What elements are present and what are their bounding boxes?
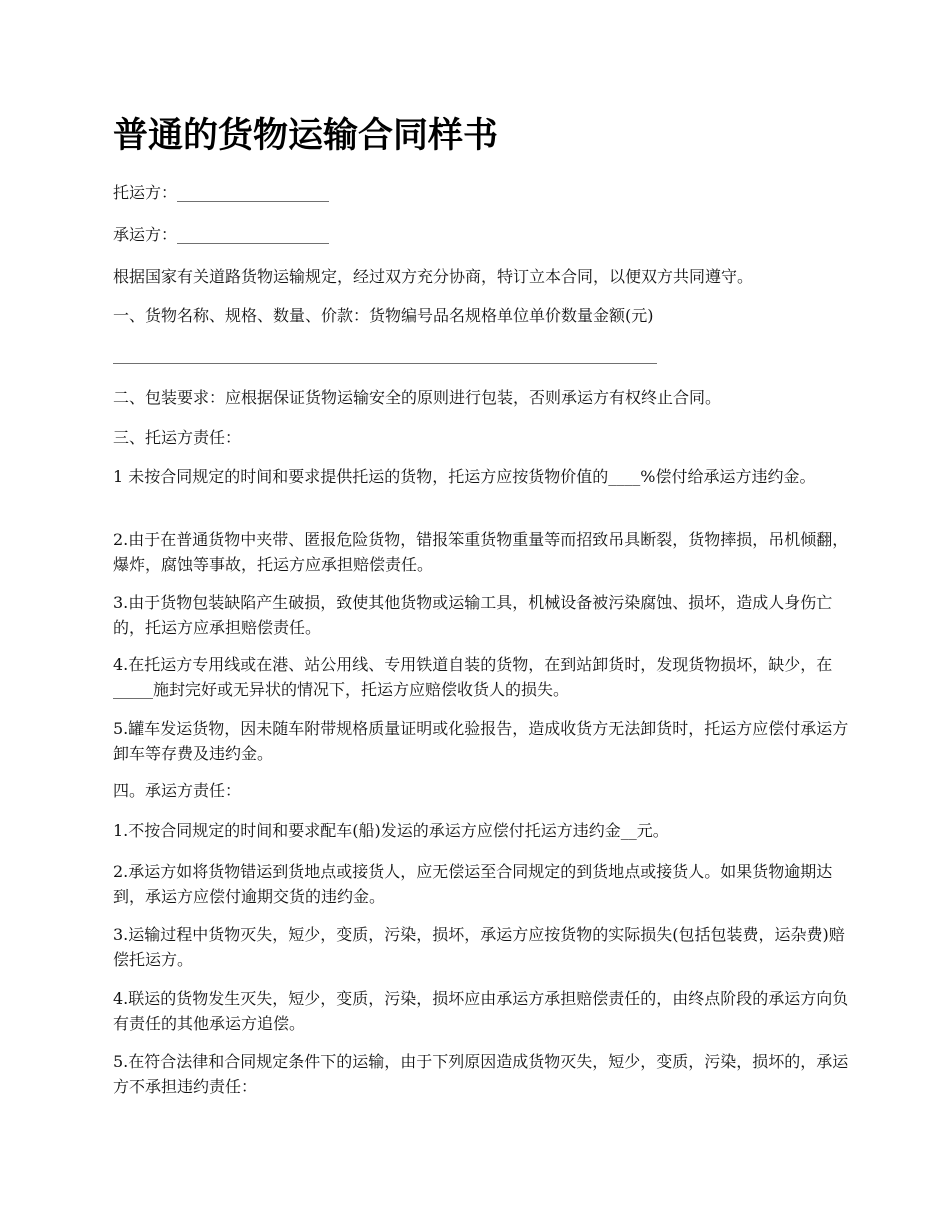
shipper-line: 托运方：___________________: [113, 183, 330, 202]
section-3-heading: 三、托运方责任：: [113, 428, 242, 447]
section-3-item-5: 5.罐车发运货物，因未随车附带规格质量证明或化验报告，造成收货方无法卸货时，托运方应偿付承运方卸车等存费及违约金。: [113, 719, 849, 763]
section-3-item-3: 3.由于货物包装缺陷产生破损，致使其他货物或运输工具，机械设备被污染腐蚀、损坏，造成人身伤亡的，托运方应承担赔偿责任。: [113, 593, 833, 637]
section-4-item-4: 4.联运的货物发生灭失，短少，变质，污染，损坏应由承运方承担赔偿责任的，由终点阶段的承运方向负有责任的其他承运方追偿。: [113, 989, 849, 1033]
section-3-item-1: 1 未按合同规定的时间和要求提供托运的货物，托运方应按货物价值的____%偿付给承运方违约金。: [113, 467, 816, 486]
section-4-item-1: 1.不按合同规定的时间和要求配车(船)发运的承运方应偿付托运方违约金__元。: [113, 821, 669, 840]
section-3-item-4: 4.在托运方专用线或在港、站公用线、专用铁道自装的货物，在到站卸货时，发现货物损坏，缺少，在_____施封完好或无异状的情况下，托运方应赔偿收货人的损失。: [113, 655, 833, 699]
section-1-goods: 一、货物名称、规格、数量、价款：货物编号品名规格单位单价数量金额(元): [113, 306, 654, 325]
section-1-blank-line: ____________________________________________________________________: [113, 345, 657, 364]
section-4-item-3: 3.运输过程中货物灭失，短少，变质，污染，损坏，承运方应按货物的实际损失(包括包装费，运杂费)赔偿托运方。: [113, 925, 845, 969]
section-4-heading: 四。承运方责任：: [113, 781, 242, 800]
document-title: 普通的货物运输合同样书: [113, 116, 499, 156]
section-3-item-2: 2.由于在普通货物中夹带、匿报危险货物，错报笨重货物重量等而招致吊具断裂，货物摔损，吊机倾翻，爆炸，腐蚀等事故，托运方应承担赔偿责任。: [113, 530, 849, 574]
section-4-item-5: 5.在符合法律和合同规定条件下的运输，由于下列原因造成货物灭失，短少，变质，污染，损坏的，承运方不承担违约责任：: [113, 1052, 849, 1096]
carrier-line: 承运方：___________________: [113, 225, 330, 244]
section-2-packaging: 二、包装要求：应根据保证货物运输安全的原则进行包装，否则承运方有权终止合同。: [113, 388, 722, 407]
section-4-item-2: 2.承运方如将货物错运到货地点或接货人，应无偿运至合同规定的到货地点或接货人。如果货物逾期达到，承运方应偿付逾期交货的违约金。: [113, 862, 833, 906]
preamble: 根据国家有关道路货物运输规定，经过双方充分协商，特订立本合同，以便双方共同遵守。: [113, 267, 754, 286]
